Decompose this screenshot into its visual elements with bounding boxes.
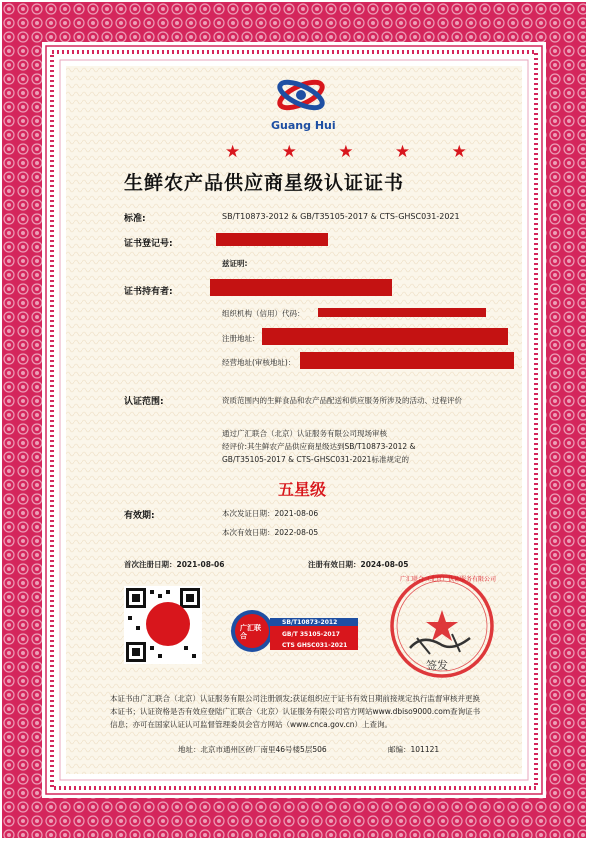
qr-code-icon [124,586,202,664]
footer-postcode: 邮编：101121 [388,745,440,754]
operating-address-redaction [300,352,514,369]
standard-label: 标准: [124,214,146,224]
badge-org: 广汇联合 [240,624,261,640]
validity-label: 有效期: [124,511,155,521]
attest-text: 兹证明: [222,259,248,268]
audit-line-2: 经评价:其生鲜农产品供应商星级达到SB/T10873-2012 & [222,442,416,451]
org-code-redaction [318,308,486,317]
certificate-title: 生鲜农产品供应商星级认证证书 [124,172,405,194]
footer-line-2: 本证书；认证资格是否有效应登陆广汇联合（北京）认证服务有限公司官方网站www.dbiso9000.com查询证书 [110,707,481,716]
badge-std-1: SB/T10873-2012 [282,619,338,626]
registration-label: 证书登记号: [124,239,173,249]
rating-stars: ★ ★ ★ ★ ★ [225,142,485,162]
audit-line-3: GB/T35105-2017 & CTS-GHSC031-2021标准规定的 [222,455,409,464]
standard-value: SB/T10873-2012 & GB/T35105-2017 & CTS-GHSC031-2021 [222,212,460,221]
signature-issued: 签发 [426,659,448,672]
address-redaction [262,328,508,345]
audit-line-1: 通过广汇联合（北京）认证服务有限公司现场审核 [222,429,387,438]
holder-redaction [210,279,392,296]
org-code-label: 组织机构（信用）代码： [222,309,305,318]
expire-date: 本次有效日期：2022-08-05 [222,528,319,537]
operating-address-label: 经营地址(审核地址)： [222,358,296,367]
registration-redaction [216,233,328,246]
scope-value: 资质范围内的生鲜食品和农产品配送和供应服务所涉及的活动、过程评价 [222,396,462,405]
holder-label: 证书持有者: [124,287,173,297]
issue-date: 本次发证日期：2021-08-06 [222,509,319,518]
first-registration-date: 首次注册日期：2021-08-06 [124,560,225,569]
star-grade: 五星级 [278,480,327,499]
address-label: 注册地址： [222,334,260,343]
seal-text: 广汇联合（北京）认证服务有限公司 [400,576,497,583]
footer-line-1: 本证书由广汇联合（北京）认证服务有限公司注册颁发;获证组织应于证书有效日期前接规定执行监督审核并更换 [110,694,481,703]
scope-label: 认证范围: [124,397,164,407]
footer-address: 地址：北京市通州区砖厂南里46号楼5层506 [178,745,327,754]
badge-std-3: CTS GHSC031-2021 [282,642,348,649]
brand-logo-icon [276,74,326,116]
registration-expire-date: 注册有效日期：2024-08-05 [308,560,409,569]
badge-std-2: GB/T 35105-2017 [282,631,340,638]
footer-line-3: 信息；亦可在国家认证认可监督管理委员会官方网站（www.cnca.gov.cn）上查询。 [110,720,393,729]
brand-name: Guang Hui [271,119,336,132]
